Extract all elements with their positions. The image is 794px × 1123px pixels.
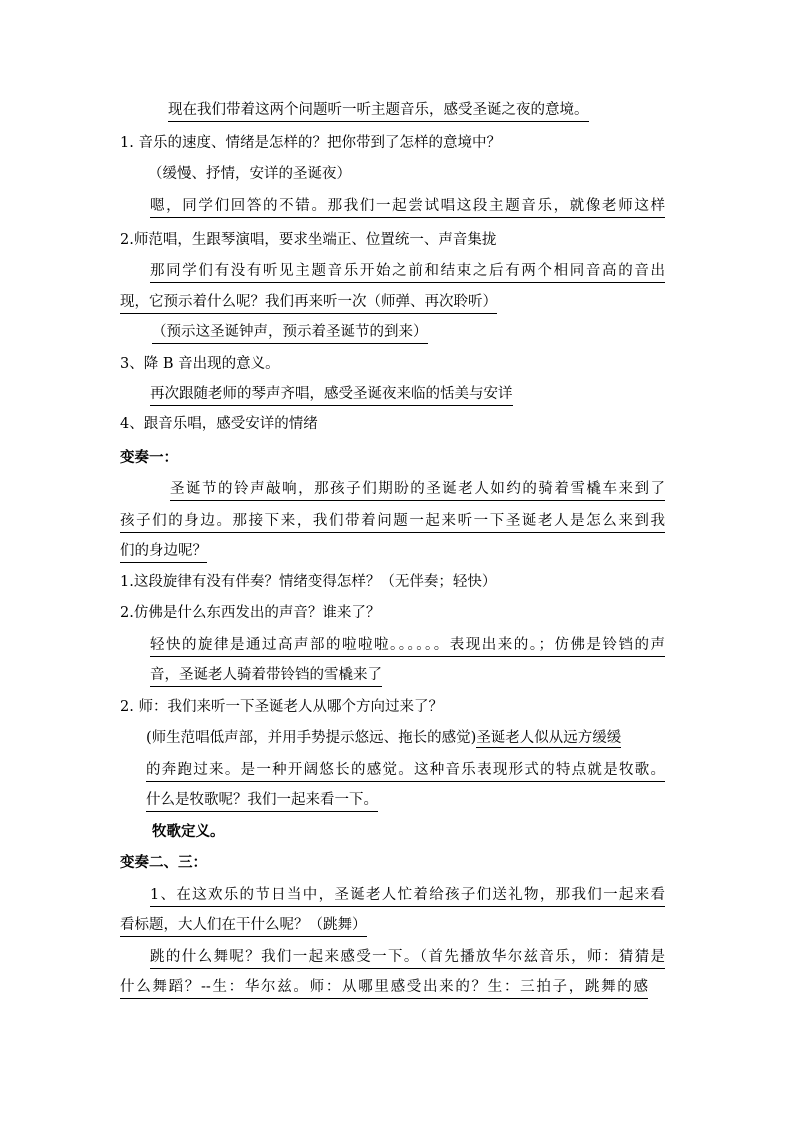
text-line: 现在我们带着这两个问题听一听主题音乐，感受圣诞之夜的意境。 — [168, 100, 589, 122]
text-line: 孩子们的身边。那接下来，我们带着问题一起来听一下圣诞老人是怎么来到我 — [120, 511, 665, 533]
text-line: 们的身边呢？ — [120, 541, 207, 563]
answer-line: （缓慢、抒情，安详的圣诞夜） — [148, 166, 351, 182]
text-line: 看标题，大人们在干什么呢？（跳舞） — [120, 915, 367, 937]
step-line: 2.师范唱，生跟琴演唱，要求坐端正、位置统一、声音集拢 — [120, 232, 497, 248]
definition-heading: 牧歌定义。 — [152, 824, 225, 840]
section-heading: 变奏二、三： — [120, 855, 207, 871]
text-line: 圣诞节的铃声敲响，那孩子们期盼的圣诞老人如约的骑着雪橇车来到了 — [170, 479, 665, 501]
step-line: 4、跟音乐唱，感受安详的情绪 — [120, 416, 318, 432]
text-line: 什么舞蹈？--生：华尔兹。师：从哪里感受出来的？生：三拍子，跳舞的感 — [120, 977, 648, 999]
text-line: 嗯，同学们回答的不错。那我们一起尝试唱这段主题音乐，就像老师这样 — [150, 196, 665, 218]
text-line: 轻快的旋律是通过高声部的啦啦啦。。。。。。表现出来的。；仿佛是铃铛的声 — [150, 635, 665, 657]
step-line: 3、降 B 音出现的意义。 — [120, 356, 280, 372]
section-heading: 变奏一： — [120, 450, 178, 466]
text-line: 再次跟随老师的琴声齐唱，感受圣诞夜来临的恬美与安详 — [150, 384, 513, 406]
text-line: 现，它预示着什么呢？我们再来听一次（师弹、再次聆听） — [120, 292, 497, 314]
text-line: 音，圣诞老人骑着带铃铛的雪橇来了 — [150, 665, 382, 687]
text-line: 跳的什么舞呢？我们一起来感受一下。（首先播放华尔兹音乐，师：猜猜是 — [150, 947, 665, 969]
text-fragment: 圣诞老人似从远方缓缓 — [476, 730, 622, 746]
question-line: 1.这段旋律有没有伴奏？情绪变得怎样？（无伴奏；轻快） — [120, 574, 497, 590]
question-line: 1. 音乐的速度、情绪是怎样的？把你带到了怎样的意境中？ — [120, 135, 501, 151]
text-line: 那同学们有没有听见主题音乐开始之前和结束之后有两个相同音高的音出 — [150, 261, 665, 283]
text-line: 什么是牧歌呢？我们一起来看一下。 — [146, 790, 378, 812]
text-line: 1、在这欢乐的节日当中，圣诞老人忙着给孩子们送礼物，那我们一起来看 — [150, 885, 665, 907]
question-line: 2.仿佛是什么东西发出的声音？谁来了？ — [120, 605, 381, 621]
question-line: 2. 师：我们来听一下圣诞老人从哪个方向过来了？ — [120, 699, 443, 715]
answer-line: （预示这圣诞钟声，预示着圣诞节的到来） — [152, 322, 428, 344]
text-fragment: (师生范唱低声部，并用手势提示悠远、拖长的感觉) — [146, 730, 477, 746]
text-line — [146, 728, 621, 748]
text-line: 的奔跑过来。是一种开阔悠长的感觉。这种音乐表现形式的特点就是牧歌。 — [146, 760, 665, 782]
